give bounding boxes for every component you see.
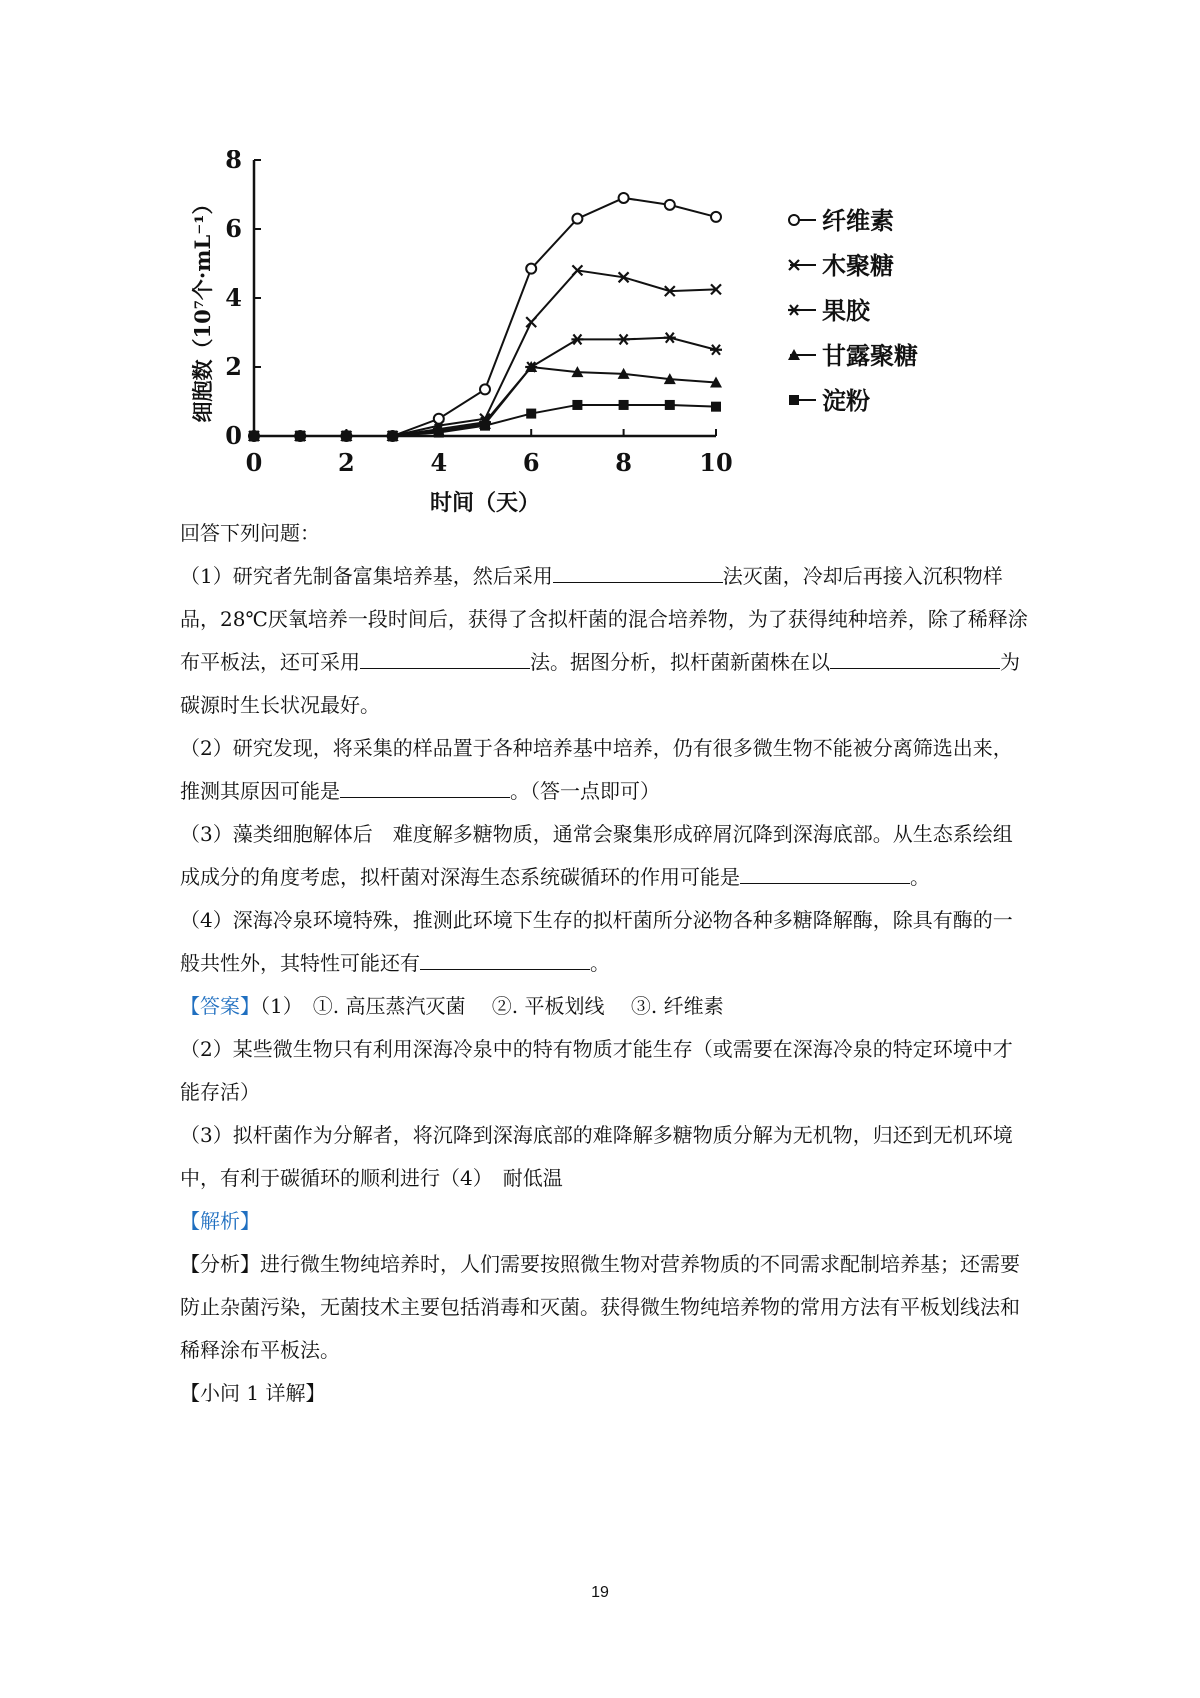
question-text (180, 512, 1030, 1415)
series-line (254, 198, 716, 436)
data-point (618, 334, 630, 344)
marker-shape (711, 402, 721, 412)
y-tick-label: 4 (225, 283, 242, 312)
question-3: （3）藻类细胞解体后 难度解多糖物质，通常会聚集形成碎屑沉降到深海底部。从生态系绘组成成分的角度考虑，拟杆菌对深海生态系统碳循环的作用可能是 。 (180, 822, 1013, 889)
marker-shape (619, 193, 629, 203)
legend-item (788, 296, 871, 325)
marker-shape (789, 215, 799, 225)
data-point (665, 400, 675, 410)
series-x (249, 265, 721, 441)
cell-growth-chart (180, 150, 1040, 550)
marker-shape (665, 200, 675, 210)
data-point (572, 214, 582, 224)
legend-label: 甘露聚糖 (822, 341, 918, 370)
y-axis-label: 细胞数（10⁷个·mL⁻¹） (190, 193, 215, 423)
series-line (254, 270, 716, 436)
legend-label: 淀粉 (822, 386, 870, 415)
legend-item (789, 251, 894, 280)
chart-series (248, 193, 722, 441)
legend-item (789, 206, 894, 235)
subquestion-1-heading: 【小问 1 详解】 (180, 1381, 326, 1405)
answer-blank[interactable] (340, 777, 510, 798)
y-tick-label: 6 (225, 214, 242, 243)
data-point (711, 212, 721, 222)
answer-label: 【答案】 (180, 994, 260, 1018)
answer-line-1: 【答案】（1） ①. 高压蒸汽灭菌 ②. 平板划线 ③. 纤维素 (180, 994, 724, 1018)
legend-marker (788, 305, 800, 315)
x-tick-label: 6 (522, 448, 540, 477)
marker-shape (341, 431, 351, 441)
legend-label: 果胶 (822, 296, 870, 325)
legend-label: 纤维素 (822, 206, 894, 235)
data-point (710, 345, 722, 355)
data-point (526, 317, 536, 327)
marker-shape (711, 212, 721, 222)
data-point (434, 428, 444, 438)
data-point (664, 333, 676, 343)
marker-shape (789, 395, 799, 405)
x-tick-label: 2 (338, 448, 355, 477)
marker-shape (526, 264, 536, 274)
question-1: （1）研究者先制备富集培养基，然后采用 法灭菌，冷却后再接入沉积物样品，28℃厌氧培养一段时间后，获得了含拟杆菌的混合培养物，为了获得纯种培养，除了稀释涂布平板法，还可采用 法。据图分析，拟杆菌新菌株在以 为碳源时生长状况最好。 (180, 564, 1028, 717)
intro-line: 回答下列问题： (180, 521, 320, 545)
chart-ticks (225, 150, 732, 477)
analysis-text: 【分析】进行微生物纯培养时，人们需要按照微生物对营养物质的不同需求配制培养基；还需要防止杂菌污染，无菌技术主要包括消毒和灭菌。获得微生物纯培养物的常用方法有平板划线法和稀释涂布平板法。 (180, 1252, 1020, 1362)
answer-line-2: （2）某些微生物只有利用深海冷泉中的特有物质才能生存（或需要在深海冷泉的特定环境中才能存活） (180, 1037, 1013, 1104)
legend-item (788, 341, 918, 370)
answer-blank[interactable] (553, 562, 723, 583)
answer-line-3: （3）拟杆菌作为分解者，将沉降到深海底部的难降解多糖物质分解为无机物，归还到无机环境中，有利于碳循环的顺利进行（4） 耐低温 (180, 1123, 1013, 1190)
marker-shape (572, 400, 582, 410)
x-tick-label: 4 (430, 448, 448, 477)
x-tick-label: 0 (245, 448, 263, 477)
y-tick-label: 0 (225, 421, 242, 450)
answer-blank[interactable] (420, 949, 590, 970)
chart-legend (788, 206, 918, 415)
marker-shape (480, 421, 490, 431)
data-point (341, 431, 351, 441)
legend-marker (789, 215, 799, 225)
data-point (249, 431, 259, 441)
data-point (480, 384, 490, 394)
marker-shape (665, 400, 675, 410)
answer-blank[interactable] (740, 863, 910, 884)
x-axis-label: 时间（天） (429, 490, 541, 516)
marker-shape (572, 214, 582, 224)
data-point (526, 409, 536, 419)
data-point (619, 400, 629, 410)
data-point (711, 402, 721, 412)
marker-shape (526, 409, 536, 419)
data-point (526, 264, 536, 274)
question-4: （4）深海冷泉环境特殊，推测此环境下生存的拟杆菌所分泌物各种多糖降解酶，除具有酶的一般共性外，其特性可能还有 。 (180, 908, 1013, 975)
y-tick-label: 2 (225, 352, 242, 381)
marker-shape (480, 384, 490, 394)
marker-shape (295, 431, 305, 441)
data-point (388, 431, 398, 441)
page-number: 19 (591, 1584, 609, 1601)
data-point (295, 431, 305, 441)
answer-blank[interactable] (830, 648, 1000, 669)
marker-shape (434, 428, 444, 438)
marker-shape (388, 431, 398, 441)
series-open-circle (249, 193, 721, 441)
legend-marker (789, 395, 799, 405)
data-point (571, 334, 583, 344)
data-point (665, 200, 675, 210)
x-tick-label: 10 (699, 448, 733, 477)
legend-item (789, 386, 870, 415)
data-point (480, 421, 490, 431)
y-tick-label: 8 (225, 150, 242, 174)
data-point (619, 193, 629, 203)
x-tick-label: 8 (615, 448, 632, 477)
analysis-label: 【解析】 (180, 1209, 260, 1233)
data-point (572, 400, 582, 410)
marker-shape (249, 431, 259, 441)
answer-blank[interactable] (360, 648, 530, 669)
marker-shape (619, 400, 629, 410)
question-2: （2）研究发现，将采集的样品置于各种培养基中培养，仍有很多微生物不能被分离筛选出来，推测其原因可能是 。（答一点即可） (180, 736, 1013, 803)
legend-label: 木聚糖 (822, 251, 894, 280)
